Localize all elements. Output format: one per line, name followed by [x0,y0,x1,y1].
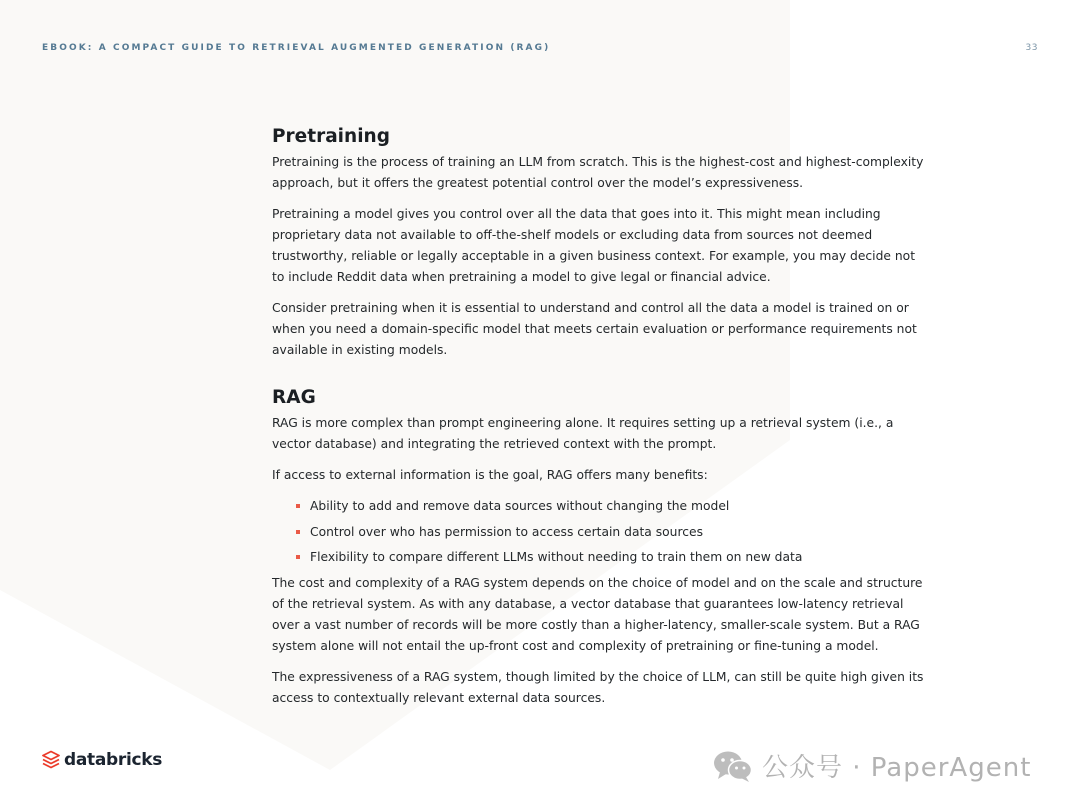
pretraining-section [272,126,928,361]
bullet-icon [296,555,300,559]
list-item-text: Control over who has permission to access certain data sources [310,524,703,539]
wechat-icon [712,749,754,783]
rag-section [272,387,928,709]
paragraph: Pretraining a model gives you control over all the data that goes into it. This might mean including proprietary data not available to off-the-shelf models or excluding data from sources not deemed trustworthy, reliable or legally acceptable in a given business context. For example, you may decide not to include Reddit data when pretraining a model to give legal or financial advice. [272,207,916,284]
paragraph: If access to external information is the goal, RAG offers many benefits: [272,468,708,482]
bullet-icon [296,504,300,508]
paragraph: RAG is more complex than prompt engineering alone. It requires setting up a retrieval system (i.e., a vector database) and integrating the retrieved context with the prompt. [272,416,894,451]
list-item [296,547,928,568]
paragraph: The expressiveness of a RAG system, though limited by the choice of LLM, can still be quite high given its access to contextually relevant external data sources. [272,669,924,705]
paragraph: Consider pretraining when it is essential to understand and control all the data a model is trained on or when you need a domain-specific model that meets certain evaluation or performance requirements not available in existing models. [272,301,917,357]
list-item-text: Flexibility to compare different LLMs without needing to train them on new data [310,550,803,564]
page-number: 33 [1025,43,1038,53]
main-content [272,126,928,719]
databricks-logo [42,750,162,770]
ebook-header-title: EBOOK: A COMPACT GUIDE TO RETRIEVAL AUGMENTED GENERATION (RAG) [42,43,551,53]
databricks-logo-icon [42,750,60,770]
pretraining-heading: Pretraining [272,126,390,147]
benefits-list [272,496,928,568]
list-item [296,522,928,543]
list-item-text: Ability to add and remove data sources without changing the model [310,499,730,513]
logo-text: databricks [64,750,163,770]
paragraph: Pretraining is the process of training an LLM from scratch. This is the highest-cost and highest-complexity approach, but it offers the greatest potential control over the model’s expressiveness. [272,155,924,190]
watermark-text: 公众号 · PaperAgent [762,753,1032,783]
rag-heading: RAG [272,387,316,408]
wechat-watermark [712,747,1031,784]
list-item [296,496,928,517]
bullet-icon [296,530,300,534]
paragraph: The cost and complexity of a RAG system depends on the choice of model and on the scale and structure of the retrieval system. As with any database, a vector database that guarantees low-latency retrieval over a vast number of records will be more costly than a higher-latency, smaller-scale system. But a RAG system alone will not entail the up-front cost and complexity of pretraining or fine-tuning a model. [272,575,923,653]
